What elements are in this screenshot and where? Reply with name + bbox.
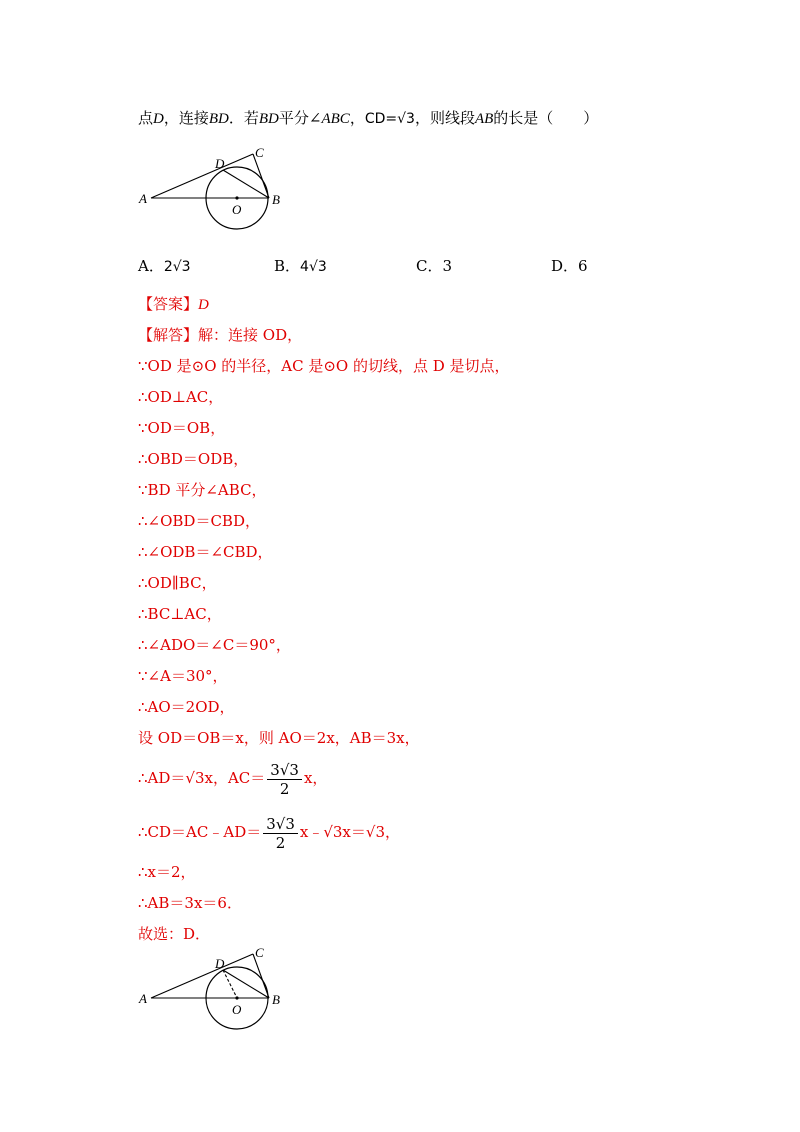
analysis-line-6: ∴∠OBD＝CBD， xyxy=(138,512,260,530)
label-B: B xyxy=(272,192,280,207)
geometry-diagram-top xyxy=(135,142,295,234)
analysis-cd-line: ∴CD＝AC﹣AD＝ $\frac{3√3}{2}$ x﹣√3x＝√3， xyxy=(138,814,400,852)
analysis-line-7: ∴∠ODB＝∠CBD， xyxy=(138,543,273,561)
analysis-tail-0: ∴x＝2， xyxy=(138,863,196,881)
fraction-cd: $\frac{3√3}{2}$ xyxy=(263,815,298,852)
analysis-line-1: ∵OD 是⊙O 的半径，AC 是⊙O 的切线，点 D 是切点， xyxy=(138,357,510,375)
label-O-2: O xyxy=(232,1002,242,1017)
label-B-2: B xyxy=(272,992,280,1007)
analysis-ad-line: ∴AD＝√3x，AC＝ $\frac{3√3}{2}$ x， xyxy=(138,760,328,798)
label-C: C xyxy=(255,145,264,160)
choice-c: C．3 xyxy=(416,257,453,275)
analysis-line-13: 设 OD＝OB＝x，则 AO＝2x，AB＝3x， xyxy=(138,729,420,747)
analysis-line-11: ∵∠A＝30°， xyxy=(138,667,228,685)
analysis-line-0: 【解答】解：连接 OD， xyxy=(138,326,303,344)
analysis-tail-1: ∴AB＝3x＝6． xyxy=(138,894,242,912)
analysis-line-10: ∴∠ADO＝∠C＝90°， xyxy=(138,636,291,654)
geometry-diagram-bottom xyxy=(135,942,295,1034)
label-O: O xyxy=(232,202,242,217)
question-text: 点D，连接BD．若BD平分∠ABC，CD=√3，则线段AB的长是（ ） xyxy=(138,109,599,127)
analysis-line-9: ∴BC⊥AC， xyxy=(138,605,222,623)
answer-line: 【答案】D xyxy=(138,295,209,313)
analysis-tail-2: 故选：D． xyxy=(138,925,211,943)
label-A-2: A xyxy=(139,991,147,1006)
analysis-line-4: ∴OBD＝ODB， xyxy=(138,450,249,468)
label-D-2: D xyxy=(215,956,225,971)
analysis-line-2: ∴OD⊥AC， xyxy=(138,388,224,406)
label-C-2: C xyxy=(255,945,264,960)
label-D: D xyxy=(215,156,225,171)
analysis-line-3: ∵OD＝OB， xyxy=(138,419,226,437)
choice-b: B．4√3 xyxy=(274,257,327,275)
analysis-line-8: ∴OD∥BC， xyxy=(138,574,217,592)
choice-d: D．6 xyxy=(551,257,588,275)
analysis-line-5: ∵BD 平分∠ABC， xyxy=(138,481,267,499)
label-A: A xyxy=(139,191,147,206)
choice-a: A．2√3 xyxy=(138,257,191,275)
analysis-line-12: ∴AO＝2OD， xyxy=(138,698,235,716)
fraction-ac: $\frac{3√3}{2}$ xyxy=(267,761,302,798)
